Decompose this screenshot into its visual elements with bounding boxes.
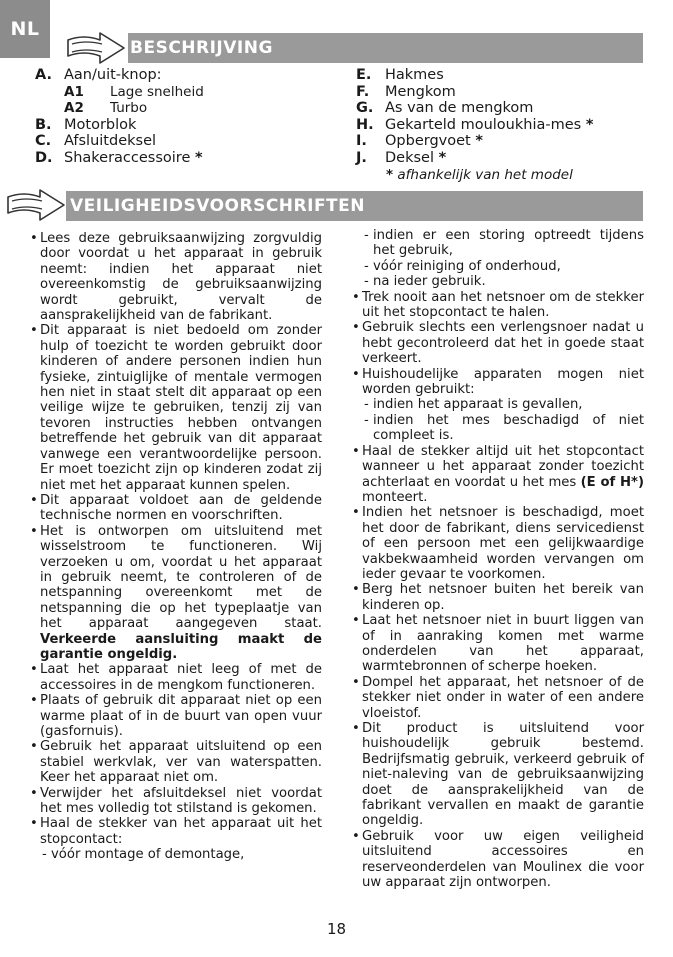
list-item: • Laat het apparaat niet leeg of met de accessoires in de mengkom functioneren. — [30, 662, 322, 693]
list-item: • Huishoudelijke apparaten mogen niet worden gebruikt: — [352, 366, 644, 398]
list-item: • Haal de stekker van het apparaat uit het stopcontact: — [30, 816, 322, 847]
section-title-veiligheidsvoorschriften: VEILIGHEIDSVOORSCHRIFTEN — [66, 191, 643, 221]
list-item: • Het is ontworpen om uitsluitend met wisselstroom te functioneren. Wij verzoeken u om, voordat u het apparaat in gebruik neemt, te controleren of de netspanning overeenkomt met de netspanning die op het typeplaatje van het apparaat aangegeven staat. Verkeerde aansluiting maakt de garantie ongeldig. — [30, 523, 322, 662]
part-c: C. Afsluitdeksel — [35, 133, 157, 149]
page-number: 18 — [326, 920, 347, 938]
description-list-left — [35, 67, 325, 166]
list-item: • Gebruik slechts een verlengsnoer nadat u hebt gecontroleerd dat het in goede staat verkeert. — [352, 320, 644, 367]
safety-column-left — [30, 231, 322, 863]
list-item: • Gebruik voor uw eigen veiligheid uitsluitend accessoires en reserveonderdelen van Moulinex die voor uw apparaat zijn ontworpen. — [352, 828, 644, 891]
part-a2: A2 Turbo — [64, 100, 148, 116]
sub-list-item: - vóór reiniging of onderhoud, — [364, 258, 561, 274]
arrow-right-icon — [4, 185, 68, 225]
part-b: B. Motorblok — [35, 116, 137, 133]
part-a: A. Aan/uit-knop: — [35, 67, 162, 83]
list-item: • Indien het netsnoer is beschadigd, moet het door de fabrikant, diens servicedienst of een persoon met een gelijkwaardige vakbekwaamheid worden vervangen om ieder gevaar te voorkomen. — [352, 505, 644, 582]
list-item: • Berg het netsnoer buiten het bereik van kinderen op. — [352, 582, 644, 613]
sub-list-item: - na ieder gebruik. — [364, 274, 486, 290]
list-item: • Gebruik het apparaat uitsluitend op een stabiel werkvlak, ver van waterspatten. Keer het apparaat niet om. — [30, 739, 322, 786]
part-d: D. Shakeraccessoire * — [35, 149, 203, 166]
section-title-beschrijving: BESCHRIJVING — [128, 33, 643, 63]
sub-list-item: - indien het apparaat is gevallen, — [364, 397, 583, 413]
list-item: • Laat het netsnoer niet in buurt liggen van of in aanraking komen met warme onderdelen van het apparaat, warmtebronnen of scherpe hoeken. — [352, 613, 644, 675]
list-item: • Haal de stekker altijd uit het stopcontact wanneer u het apparaat zonder toezicht achterlaat en voordat u het mes (E of H*) monteert. — [352, 443, 644, 505]
part-f: F. Mengkom — [356, 83, 456, 100]
part-j: J. Deksel * — [356, 149, 447, 166]
safety-column-right — [352, 228, 644, 890]
part-e: E. Hakmes — [356, 67, 444, 83]
sub-list-item: - indien het mes beschadigd of niet compleet is. — [364, 412, 644, 444]
list-item: • Dit apparaat voldoet aan de geldende technische normen en voorschriften. — [30, 492, 322, 524]
part-h: H. Gekarteld mouloukhia-mes * — [356, 116, 594, 133]
list-item: • Verwijder het afsluitdeksel niet voordat het mes volledig tot stilstand is gekomen. — [30, 785, 322, 817]
part-g: G. As van de mengkom — [356, 100, 534, 116]
description-list-right — [356, 67, 646, 184]
language-tab: NL — [0, 0, 50, 58]
list-item: • Dit product is uitsluitend voor huishoudelijk gebruik bestemd. Bedrijfsmatig gebruik, verkeerd gebruik of niet-naleving van de gebruiksaanwijzing doet de aansprakelijkheid van de fabrikant vervallen en maakt de garantie ongeldig. — [352, 721, 644, 829]
list-item: • Plaats of gebruik dit apparaat niet op een warme plaat of in de buurt van open vuur (gasfornuis). — [30, 693, 322, 739]
sub-list-item: - vóór montage of demontage, — [42, 847, 245, 863]
arrow-right-icon — [64, 28, 128, 68]
model-note: * afhankelijk van het model — [386, 167, 573, 183]
list-item: • Dompel het apparaat, het netsnoer of de stekker niet onder in water of een andere vloeistof. — [352, 674, 644, 721]
part-a1: A1 Lage snelheid — [64, 83, 204, 100]
list-item: • Lees deze gebruiksaanwijzing zorgvuldig door voordat u het apparaat in gebruik neemt: indien het apparaat niet overeenkomstig de gebruiksaanwijzing wordt gebruikt, vervalt de aansprakelijkheid van de fabrikant. — [30, 231, 322, 324]
list-item: • Dit apparaat is niet bedoeld om zonder hulp of toezicht te worden gebruikt door kinderen of andere personen indien hun fysieke, zintuiglijke of mentale vermogen hen niet in staat stelt dit apparaat op een veilige wijze te gebruiken, tenzij zij van tevoren instructies hebben ontvangen betreffende het gebruik van dit apparaat vanwege een verantwoordelijke persoon. Er moet toezicht zijn op kinderen zodat zij niet met het apparaat kunnen spelen. — [30, 323, 322, 493]
list-item: • Trek nooit aan het netsnoer om de stekker uit het stopcontact te halen. — [352, 289, 644, 321]
sub-list-item: - indien er een storing optreedt tijdens het gebruik, — [364, 228, 644, 259]
part-i: I. Opbergvoet * — [356, 133, 483, 149]
